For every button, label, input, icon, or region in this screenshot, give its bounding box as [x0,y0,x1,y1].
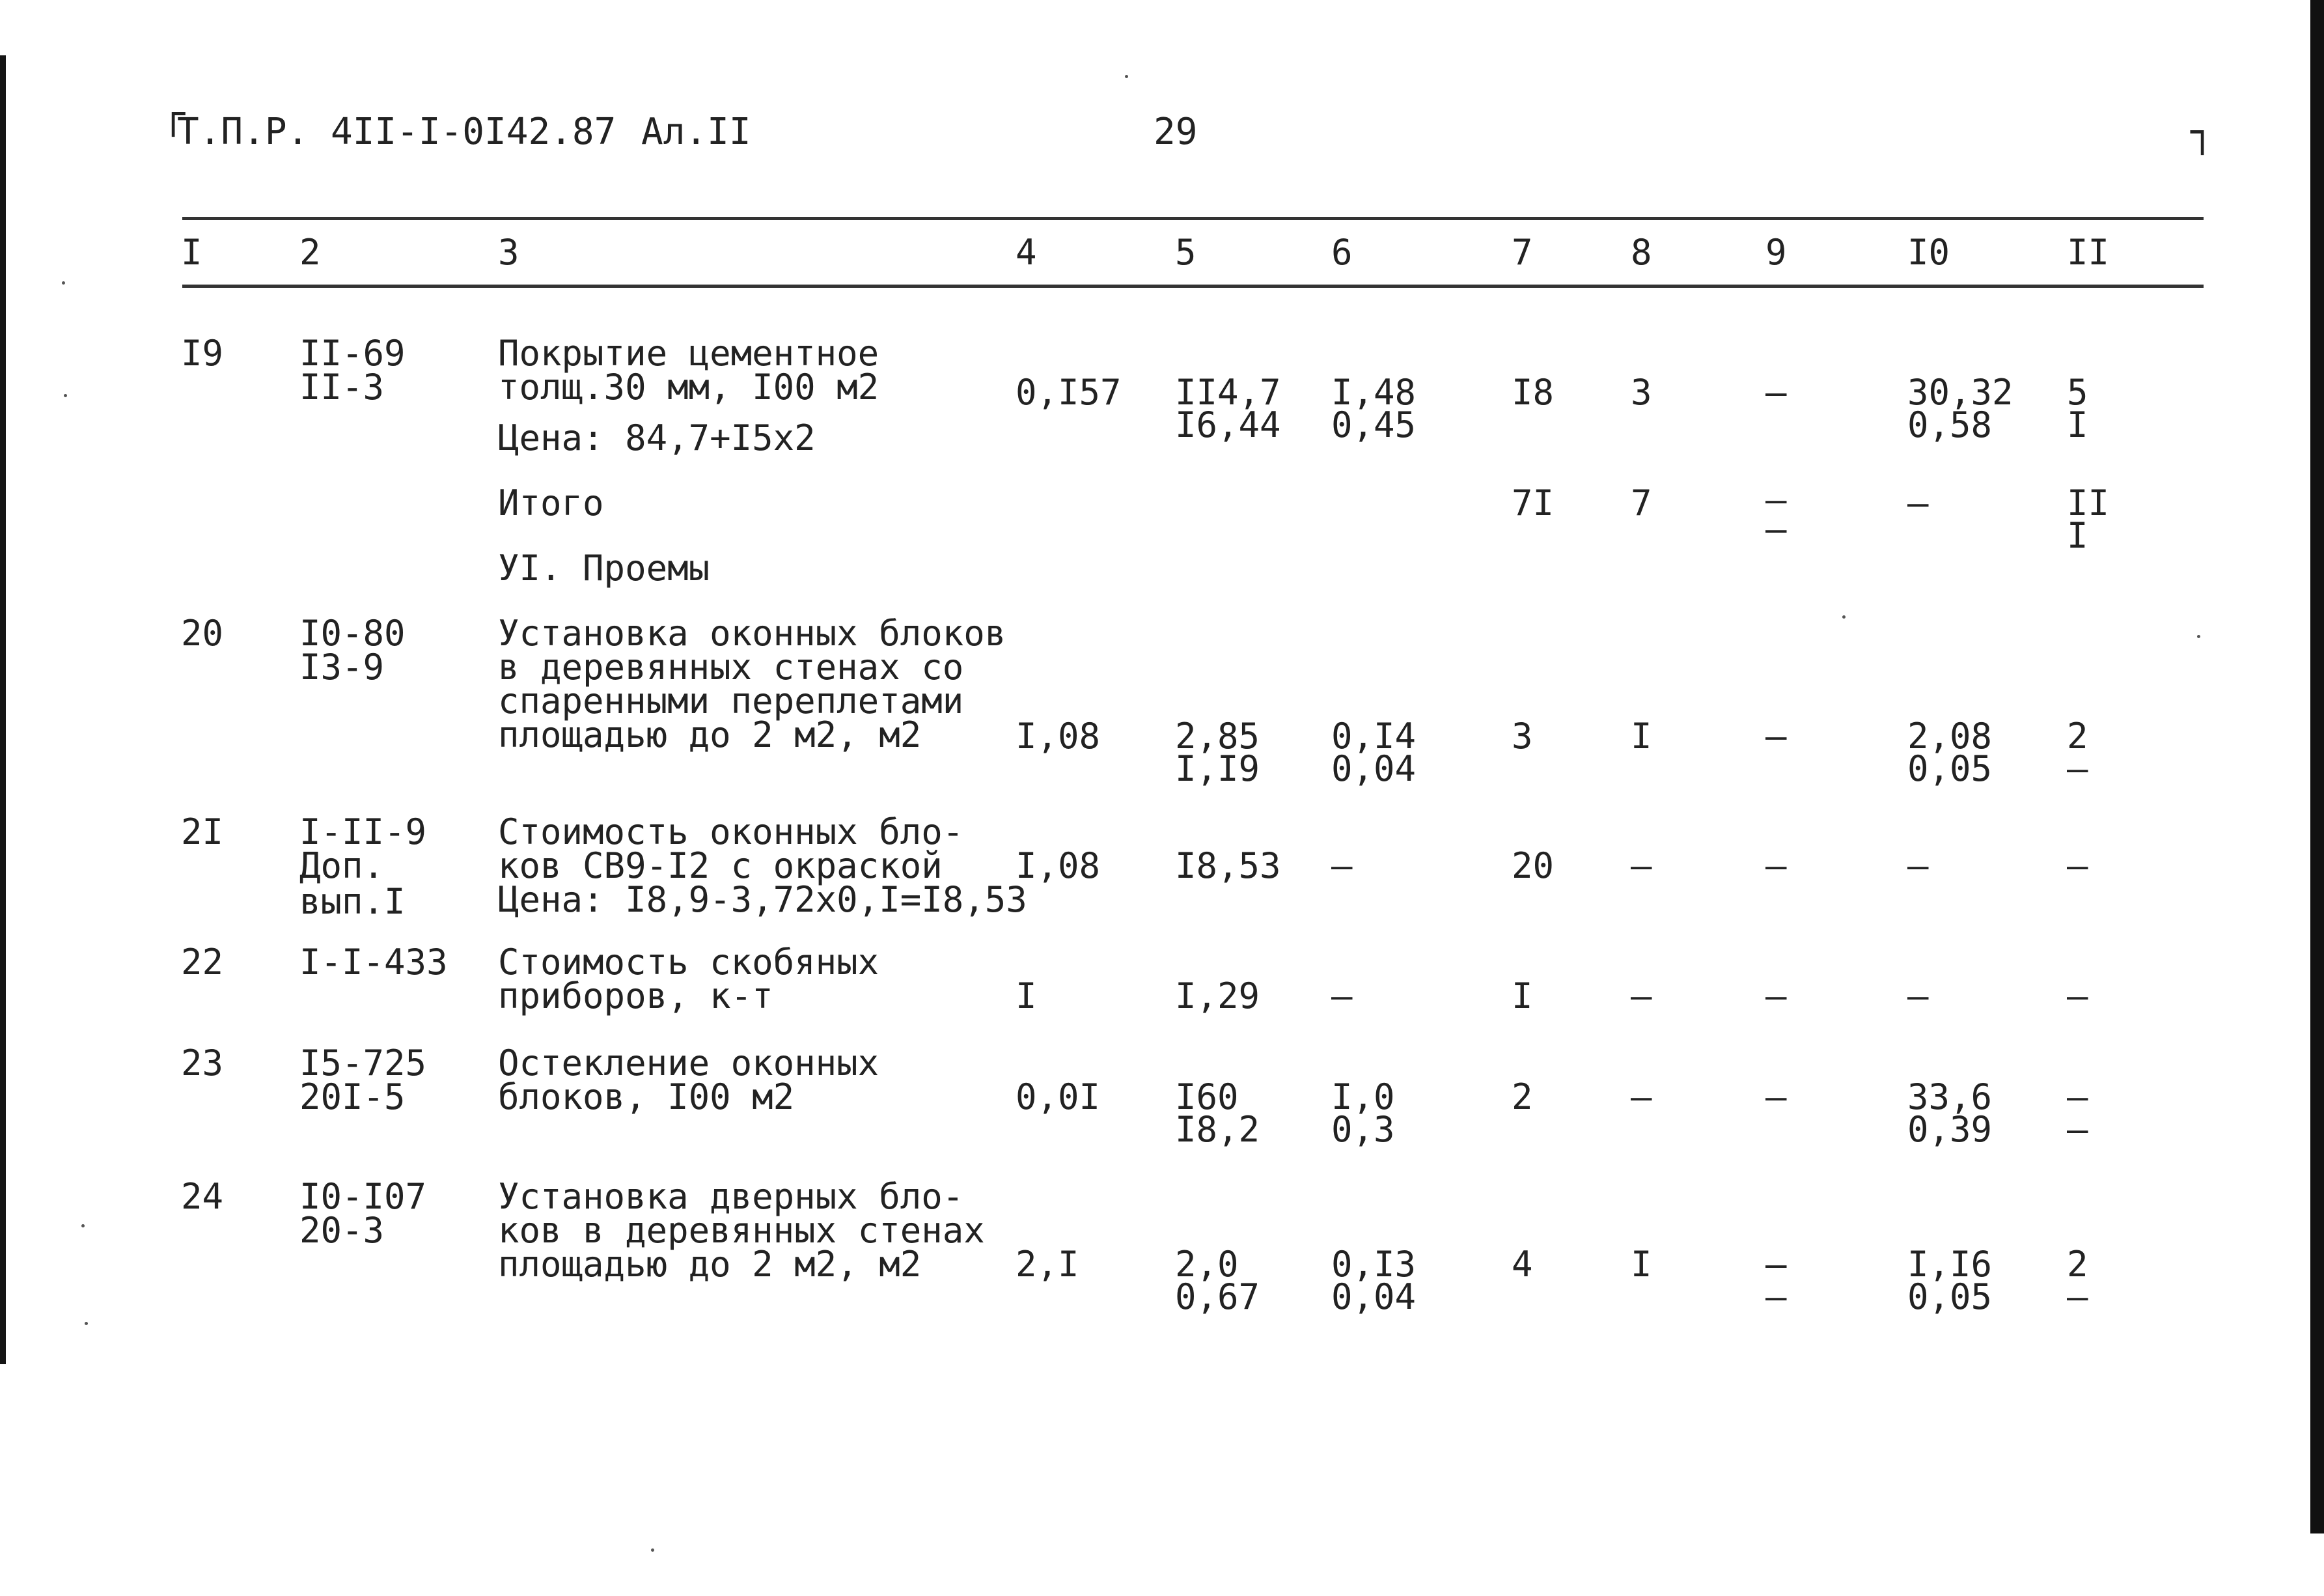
value-c7: 4 [1512,1244,1533,1285]
value-c9: – [1765,716,1787,757]
table-header-rule [182,285,2204,288]
value-c7: 3 [1512,716,1533,757]
value-c8: 7 [1631,483,1652,524]
description-line: Стоимость скобяных [498,942,879,983]
column-header: 7 [1512,232,1533,273]
value-c6: 0,I4 [1331,716,1417,757]
row-number: 22 [181,942,224,983]
code-line: I0-I07 [299,1176,427,1217]
quantity-value: I,08 [1016,716,1101,757]
code-line: I-II-9 [299,811,427,852]
column-header: 8 [1631,232,1652,273]
value-c8: – [1631,1076,1652,1117]
table-top-rule [182,217,2204,220]
description-line: Покрытие цементное [498,333,879,374]
value-c6: 0,I3 [1331,1244,1417,1285]
value-c5: 2,0 [1175,1244,1239,1285]
value-c8: – [1631,845,1652,886]
quantity-value: I [1016,975,1037,1016]
column-header: 3 [498,232,519,273]
row-number: 24 [181,1176,224,1217]
column-header: 4 [1016,232,1037,273]
value-c10: 0,05 [1907,748,1993,789]
value-c9: – [1765,975,1787,1016]
code-line: I0-80 [299,613,406,654]
code-line: Доп. [299,845,385,886]
value-c6: I,48 [1331,372,1417,413]
column-header: 2 [299,232,321,273]
value-c11: – [2067,975,2088,1016]
row-number: 23 [181,1043,224,1084]
column-header: II [2067,232,2110,273]
value-c8: I [1631,716,1652,757]
value-c11: – [2067,1076,2088,1117]
value-c5: I6,44 [1175,404,1281,445]
row-number: 2I [181,811,224,852]
value-c5: I8,53 [1175,845,1281,886]
description-line: ков в деревянных стенах [498,1210,985,1251]
value-c9: – [1765,845,1787,886]
description-line: Цена: I8,9-3,72x0,I=I8,53 [498,879,1027,920]
value-c10: I,I6 [1907,1244,1993,1285]
description-line: приборов, к-т [498,975,773,1016]
column-header: 9 [1765,232,1787,273]
value-c11: II [2067,483,2110,524]
scan-speck [651,1548,654,1552]
page-number: 29 [1154,111,1198,153]
value-c5: I60 [1175,1076,1239,1117]
value-c11: 2 [2067,1244,2088,1285]
value-c5: 2,85 [1175,716,1260,757]
scan-speck [62,281,65,285]
code-line: II-3 [299,367,385,408]
quantity-value: I,08 [1016,845,1101,886]
code-line: вып.I [299,881,406,922]
value-c11: – [2067,748,2088,789]
value-c5: II4,7 [1175,372,1281,413]
value-c10: – [1907,845,1929,886]
value-c6: I,0 [1331,1076,1395,1117]
scan-edge-left [0,55,6,1364]
album-label: Ал.II [641,111,751,153]
value-c10: – [1907,483,1929,524]
value-c9: – [1765,1244,1787,1285]
row-number: I9 [181,333,224,374]
scan-speck [81,1224,85,1227]
value-c11: 2 [2067,716,2088,757]
value-c7: 2 [1512,1076,1533,1117]
value-c7: 20 [1512,845,1555,886]
value-c10: 33,6 [1907,1076,1993,1117]
description-line: Установка оконных блоков [498,613,1006,654]
code-line: I5-725 [299,1043,427,1084]
value-c6: – [1331,845,1353,886]
doc-code: Т.П.Р. 4II-I-0I42.87 [177,111,616,153]
value-c6: 0,04 [1331,1276,1417,1317]
corner-mark-right: ┐ [2191,109,2215,155]
row-number: 20 [181,613,224,654]
description-line: блоков, I00 м2 [498,1076,795,1117]
description-line: площадью до 2 м2, м2 [498,1244,922,1285]
value-c10: 2,08 [1907,716,1993,757]
value-c10: 0,39 [1907,1109,1993,1150]
value-c11: 5 [2067,372,2088,413]
value-c9: – [1765,372,1787,413]
value-c5: I,I9 [1175,748,1260,789]
code-line: 20I-5 [299,1076,406,1117]
value-c9: – [1765,509,1787,550]
description-line: ков СВ9-I2 с окраской [498,845,943,886]
value-c8: 3 [1631,372,1652,413]
description-line: Цена: 84,7+I5x2 [498,417,816,458]
code-line: 20-3 [299,1210,385,1251]
scan-edge-right [2310,0,2324,1533]
value-c10: – [1907,975,1929,1016]
scan-speck [1842,615,1846,619]
value-c11: – [2067,1109,2088,1150]
scan-speck [64,394,67,397]
value-c9: – [1765,1076,1787,1117]
quantity-value: 0,0I [1016,1076,1101,1117]
value-c11: I [2067,515,2088,556]
value-c9: – [1765,479,1787,520]
value-c11: – [2067,1276,2088,1317]
value-c6: – [1331,975,1353,1016]
value-c10: 30,32 [1907,372,2013,413]
column-header: 6 [1331,232,1353,273]
value-c5: I8,2 [1175,1109,1260,1150]
value-c8: I [1631,1244,1652,1285]
description-line: толщ.30 мм, I00 м2 [498,367,879,408]
code-line: I3-9 [299,647,385,688]
value-c7: I [1512,975,1533,1016]
quantity-value: 2,I [1016,1244,1079,1285]
value-c6: 0,04 [1331,748,1417,789]
code-line: I-I-433 [299,942,448,983]
scan-speck [2197,635,2200,638]
value-c6: 0,3 [1331,1109,1395,1150]
description-line: Итого [498,483,604,524]
value-c10: 0,05 [1907,1276,1993,1317]
column-header: I [181,232,202,273]
value-c10: 0,58 [1907,404,1993,445]
value-c5: I,29 [1175,975,1260,1016]
scan-speck [85,1322,88,1325]
column-header: I0 [1907,232,1950,273]
description-line: спаренными переплетами [498,680,964,721]
value-c6: 0,45 [1331,404,1417,445]
description-line: Остекление оконных [498,1043,879,1084]
value-c7: I8 [1512,372,1555,413]
value-c11: I [2067,404,2088,445]
description-line: Стоимость оконных бло- [498,811,964,852]
scan-speck [1125,75,1128,78]
corner-mark-left: ┌ [161,91,186,137]
quantity-value: 0,I57 [1016,372,1122,413]
value-c8: – [1631,975,1652,1016]
value-c7: 7I [1512,483,1555,524]
value-c9: – [1765,1276,1787,1317]
description-line: УI. Проемы [498,548,710,589]
code-line: II-69 [299,333,406,374]
value-c11: – [2067,845,2088,886]
description-line: Установка дверных бло- [498,1176,964,1217]
description-line: в деревянных стенах со [498,647,964,688]
column-header: 5 [1175,232,1197,273]
value-c5: 0,67 [1175,1276,1260,1317]
description-line: площадью до 2 м2, м2 [498,714,922,755]
